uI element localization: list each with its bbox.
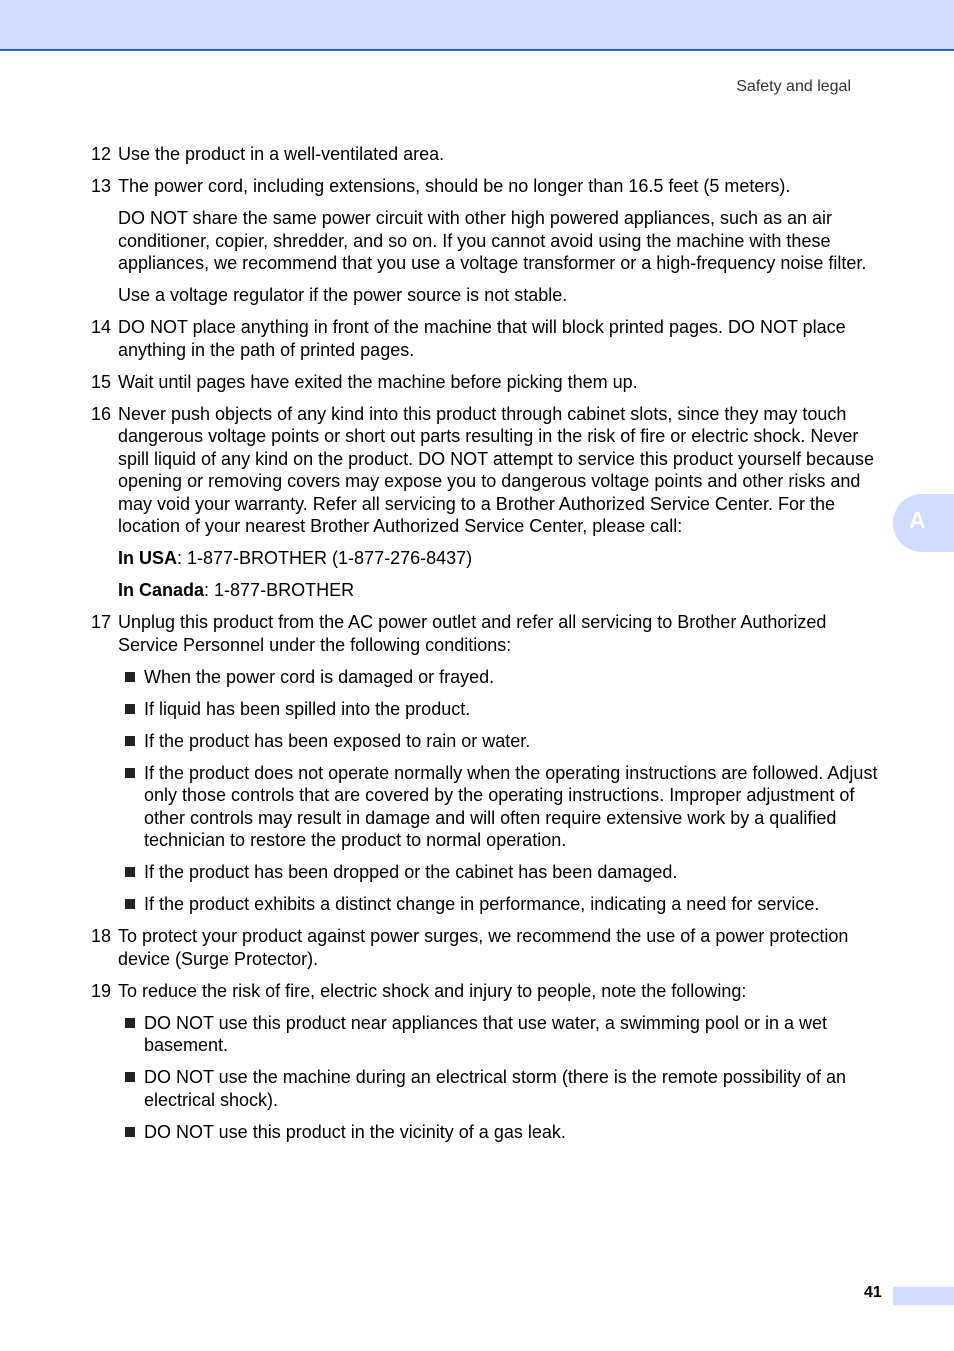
bullet-square-icon xyxy=(125,672,135,682)
item-number: 17 xyxy=(91,612,112,632)
bullet-square-icon xyxy=(125,1018,135,1028)
item-number: 19 xyxy=(91,980,112,1001)
item-number: 15 xyxy=(91,371,112,392)
item-number: 13 xyxy=(91,176,112,196)
list-item-13 xyxy=(0,175,886,198)
bullet-item xyxy=(0,1066,886,1111)
list-item-19 xyxy=(0,980,886,1003)
item-text: DO NOT place anything in front of the machine that will block printed pages. DO NOT place anything in the path of printed pages. xyxy=(118,317,846,360)
item-number: 18 xyxy=(91,926,112,946)
item-text: Unplug this product from the AC power outlet and refer all servicing to Brother Authorized Service Personnel under the following conditions: xyxy=(118,612,827,655)
bullet-square-icon xyxy=(125,899,135,909)
paragraph: DO NOT share the same power circuit with other high powered appliances, such as an air conditioner, copier, shredder, and so on. If you cannot avoid using the machine with these appliances, we recommend that you use a voltage transformer or a high-frequency noise filter. xyxy=(118,208,867,273)
bullet-text: If the product has been exposed to rain or water. xyxy=(144,730,531,751)
bullet-text: If liquid has been spilled into the product. xyxy=(144,698,471,719)
paragraph: Use a voltage regulator if the power source is not stable. xyxy=(118,285,568,305)
canada-phone xyxy=(0,579,886,602)
bullet-square-icon xyxy=(125,867,135,877)
page-number: 41 xyxy=(864,1284,882,1301)
item-number: 16 xyxy=(91,403,112,424)
list-item-18 xyxy=(0,925,886,970)
bullet-item xyxy=(0,762,886,852)
list-item-12 xyxy=(0,143,886,166)
canada-label: In Canada xyxy=(118,580,205,600)
item-number: 14 xyxy=(91,317,112,337)
item-text: Never push objects of any kind into this product through cabinet slots, since they may touch dangerous voltage points or short out parts resulting in the risk of fire or electric shock. Never spill liquid of any kind on the product. DO NOT attempt to service this product yourself because opening or removing covers may expose you to dangerous voltage points and other risks and may void your warranty. Refer all servicing to a Brother Authorized Service Center. For the location of your nearest Brother Authorized Service Center, please call: xyxy=(118,403,875,536)
appendix-letter: A xyxy=(909,507,926,533)
list-item-15 xyxy=(0,371,886,394)
bullet-text: DO NOT use the machine during an electrical storm (there is the remote possibility of an electrical shock). xyxy=(144,1067,846,1110)
bullet-item xyxy=(0,730,886,753)
bullet-text: If the product exhibits a distinct change in performance, indicating a need for service. xyxy=(144,894,820,914)
item-text: The power cord, including extensions, should be no longer than 16.5 feet (5 meters). xyxy=(118,176,791,196)
list-item-16 xyxy=(0,403,886,538)
bullet-square-icon xyxy=(125,768,135,778)
item-number: 12 xyxy=(91,144,112,164)
appendix-tab xyxy=(893,494,954,552)
bullet-item xyxy=(0,1012,886,1057)
bullet-text: If the product has been dropped or the cabinet has been damaged. xyxy=(144,862,678,882)
usa-label: In USA xyxy=(118,548,178,568)
bullet-square-icon xyxy=(125,736,135,746)
item-text: To reduce the risk of fire, electric shock and injury to people, note the following: xyxy=(118,980,747,1001)
header-band xyxy=(0,0,954,51)
list-item-14 xyxy=(0,316,886,361)
list-item-17 xyxy=(0,611,886,656)
bullet-item xyxy=(0,861,886,884)
item-text: To protect your product against power surges, we recommend the use of a power protection device (Surge Protector). xyxy=(118,926,849,969)
bullet-item xyxy=(0,666,886,689)
bullet-item xyxy=(0,893,886,916)
bullet-square-icon xyxy=(125,1127,135,1137)
usa-value: : 1-877-BROTHER (1-877-276-8437) xyxy=(177,548,473,568)
bullet-item xyxy=(0,698,886,721)
bullet-text: If the product does not operate normally when the operating instructions are followed. Adjust only those controls that are covered by the operating instructions. Improper adjustment of other controls may result in damage and will often require extensive work by a qualified technician to restore the product to normal operation. xyxy=(144,762,878,850)
item-text: Wait until pages have exited the machine before picking them up. xyxy=(118,371,638,392)
bullet-text: When the power cord is damaged or frayed. xyxy=(144,666,495,687)
bullet-text: DO NOT use this product near appliances that use water, a swimming pool or in a wet basement. xyxy=(144,1012,827,1055)
page-body xyxy=(0,143,954,1153)
bullet-square-icon xyxy=(125,1072,135,1082)
footer-bar xyxy=(893,1287,954,1305)
bullet-square-icon xyxy=(125,704,135,714)
usa-phone xyxy=(0,547,886,570)
running-header: Safety and legal xyxy=(736,78,851,95)
bullet-item xyxy=(0,1121,886,1144)
bullet-text: DO NOT use this product in the vicinity of a gas leak. xyxy=(144,1121,566,1142)
item-text: Use the product in a well-ventilated area. xyxy=(118,144,445,164)
canada-value: : 1-877-BROTHER xyxy=(204,580,355,600)
